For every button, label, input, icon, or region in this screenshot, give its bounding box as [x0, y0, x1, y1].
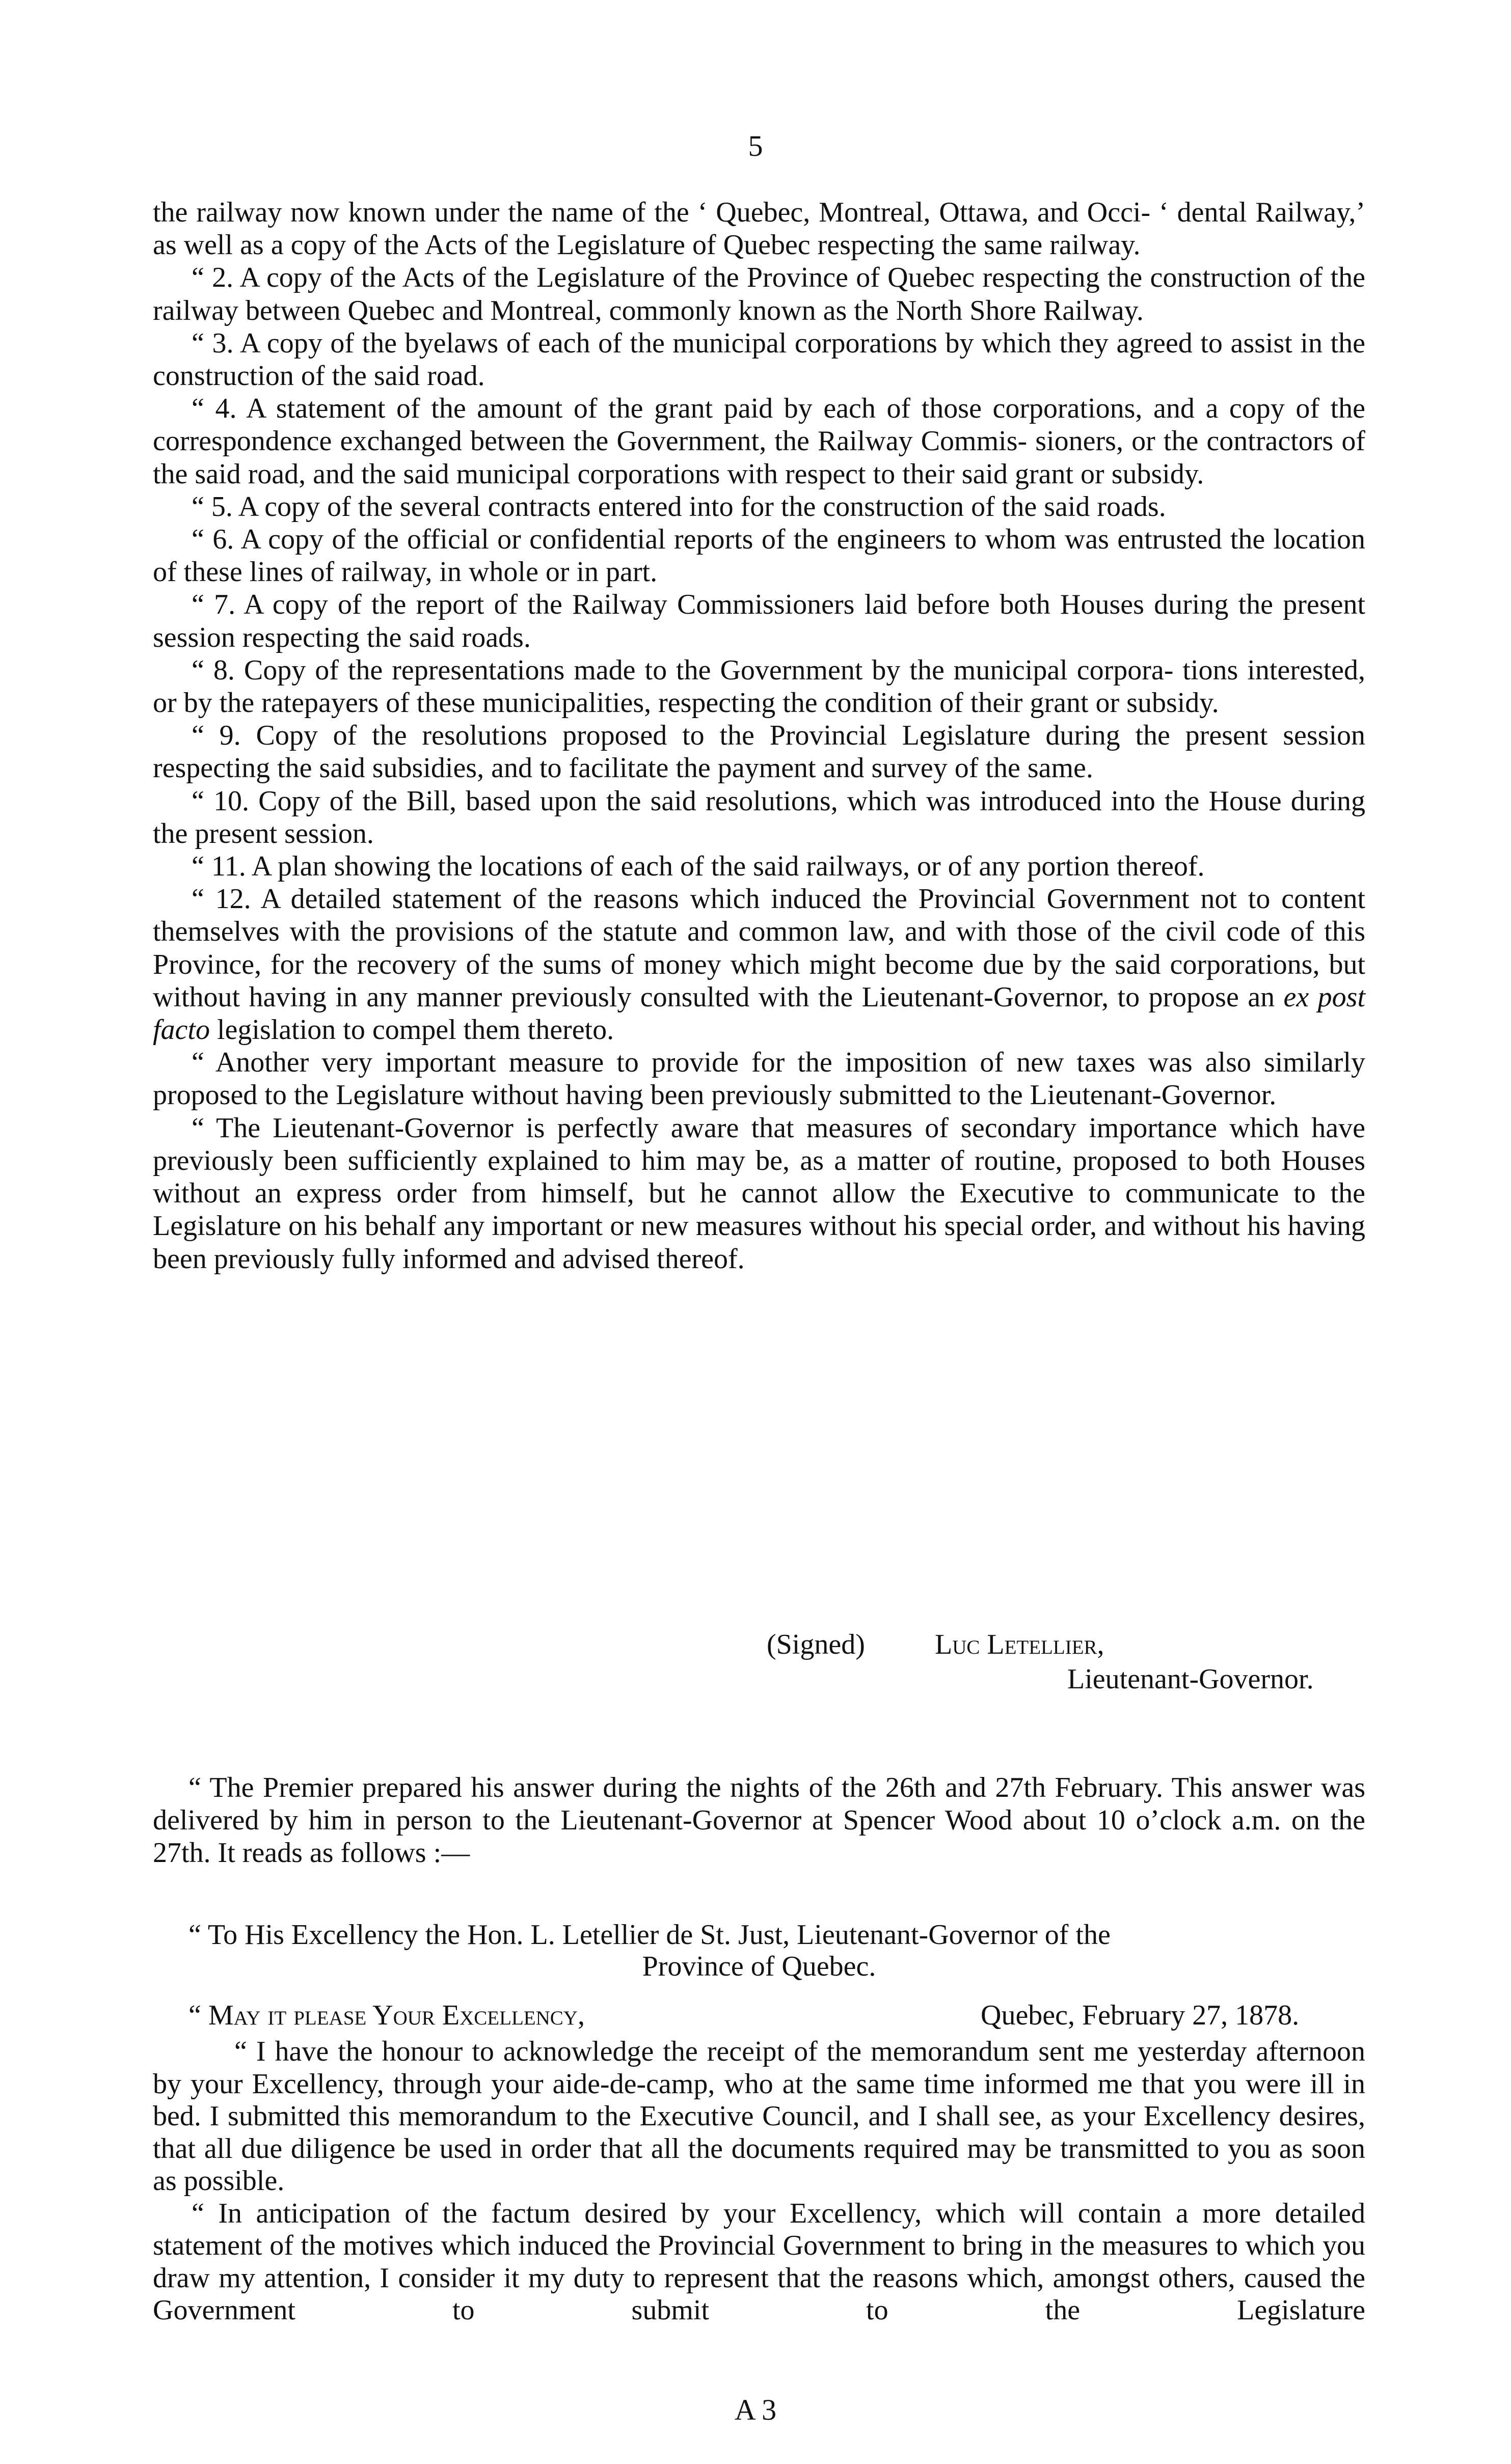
- letter-paragraph-2: “ In anticipation of the factum desired by your Excellency, which will contain a more detailed statement of the motives which induced the Provincial Government to bring in the measures to which you draw my attention, I consider it my duty to represent that the reasons which, amongst others, caused the Government to submit to the Legislature: [153, 2197, 1365, 2326]
- paragraph-item-7: “ 7. A copy of the report of the Railway Commissioners laid before both Houses during the present session respecting the said roads.: [153, 589, 1365, 653]
- page-number: 5: [748, 129, 763, 162]
- paragraph-new-taxes: “ Another very important measure to provide for the imposition of new taxes was also similarly proposed to the Legislature without having been previously submitted to the Lieutenant-Governor.: [153, 1047, 1365, 1111]
- letter-body: [153, 2036, 1365, 2327]
- signature-mark: A 3: [734, 2393, 777, 2426]
- paragraph-item-9: “ 9. Copy of the resolutions proposed to the Provincial Legislature during the present session respecting the said subsidies, and to facilitate the payment and survey of the same.: [153, 720, 1365, 784]
- paragraph-item-5: “ 5. A copy of the several contracts entered into for the construction of the said roads.: [192, 490, 1166, 523]
- paragraph-item-6: “ 6. A copy of the official or confidential reports of the engineers to whom was entrusted the location of these lines of railway, in whole or in part.: [153, 524, 1365, 588]
- paragraph-lieutenant-governor: “ The Lieutenant-Governor is perfectly aware that measures of secondary importance which have previously been sufficiently explained to him may be, as a matter of routine, proposed to both Houses without an express order from himself, but he cannot allow the Executive to communicate to the Legislature on his behalf any important or new measures without his special order, and without his having been previously fully informed and advised thereof.: [153, 1112, 1365, 1275]
- letter-paragraph-1: “ I have the honour to acknowledge the receipt of the memorandum sent me yesterday afternoon by your Excellency, through your aide-de-camp, who at the same time informed me that you were ill in bed. I submitted this memorandum to the Executive Council, and I shall see, as your Excellency desires, that all due diligence be used in order that all the documents required may be transmitted to you as soon as possible.: [153, 2036, 1365, 2197]
- letter-address: [153, 1919, 1365, 1982]
- address-line-1: “ To His Excellency the Hon. L. Letellier de St. Just, Lieutenant-Governor of the: [188, 1919, 1111, 1951]
- paragraph-item-12: [153, 883, 1365, 1046]
- salutation: “ May it please Your Excellency,: [188, 2000, 585, 2031]
- memorandum-body: [153, 196, 1365, 1275]
- premier-paragraph: “ The Premier prepared his answer during the nights of the 26th and 27th February. This answer was delivered by him in person to the Lieutenant-Governor at Spencer Wood about 10 o’clock a.m. on the 27th. It reads as follows :—: [153, 1772, 1365, 1869]
- paragraph-item-2: “ 2. A copy of the Acts of the Legislature of the Province of Quebec respecting the construction of the railway between Quebec and Montreal, commonly known as the North Shore Railway.: [153, 262, 1365, 326]
- address-line-2: Province of Quebec.: [642, 1951, 876, 1982]
- item-12-italic: ex post facto: [153, 981, 1365, 1046]
- paragraph-item-4: “ 4. A statement of the amount of the grant paid by each of those corporations, and a copy of the correspondence exchanged between the Government, the Railway Commis- sioners, or the contractors of the said road, and the said municipal corporations with respect to their said grant or subsidy.: [153, 393, 1365, 490]
- paragraph-item-10: “ 10. Copy of the Bill, based upon the said resolutions, which was introduced into the House during the present session.: [153, 785, 1365, 850]
- signature-block: [767, 1627, 1398, 1696]
- signatory-name: Luc Letellier,: [935, 1629, 1104, 1660]
- letter-date: Quebec, February 27, 1878.: [981, 2000, 1300, 2031]
- premier-answer-section: [153, 1771, 1365, 1869]
- item-12-text-before: “ 12. A detailed statement of the reasons which induced the Provincial Government not to content themselves with the provisions of the statute and common law, and with those of the civil code of this Province, for the recovery of the sums of money which might become due by the said corporations, but without having in any manner previously consulted with the Lieutenant-Governor, to propose an: [153, 883, 1365, 1013]
- paragraph-item-11: “ 11. A plan showing the locations of each of the said railways, or of any portion thereof.: [192, 851, 1205, 883]
- signed-label: (Signed): [767, 1629, 865, 1660]
- paragraph-railway-intro: the railway now known under the name of the ‘ Quebec, Montreal, Ottawa, and Occi- ‘ dental Railway,’ as well as a copy of the Acts of the Legislature of Quebec respecting the same railway.: [153, 197, 1365, 261]
- item-12-text-after: legislation to compel them thereto.: [209, 1014, 614, 1046]
- paragraph-item-3: “ 3. A copy of the byelaws of each of the municipal corporations by which they agreed to assist in the construction of the said road.: [153, 327, 1365, 392]
- signatory-title: Lieutenant-Governor.: [1067, 1663, 1314, 1695]
- paragraph-item-8: “ 8. Copy of the representations made to the Government by the municipal corpora- tions interested, or by the ratepayers of these municipalities, respecting the condition of their grant or subsidy.: [153, 654, 1365, 719]
